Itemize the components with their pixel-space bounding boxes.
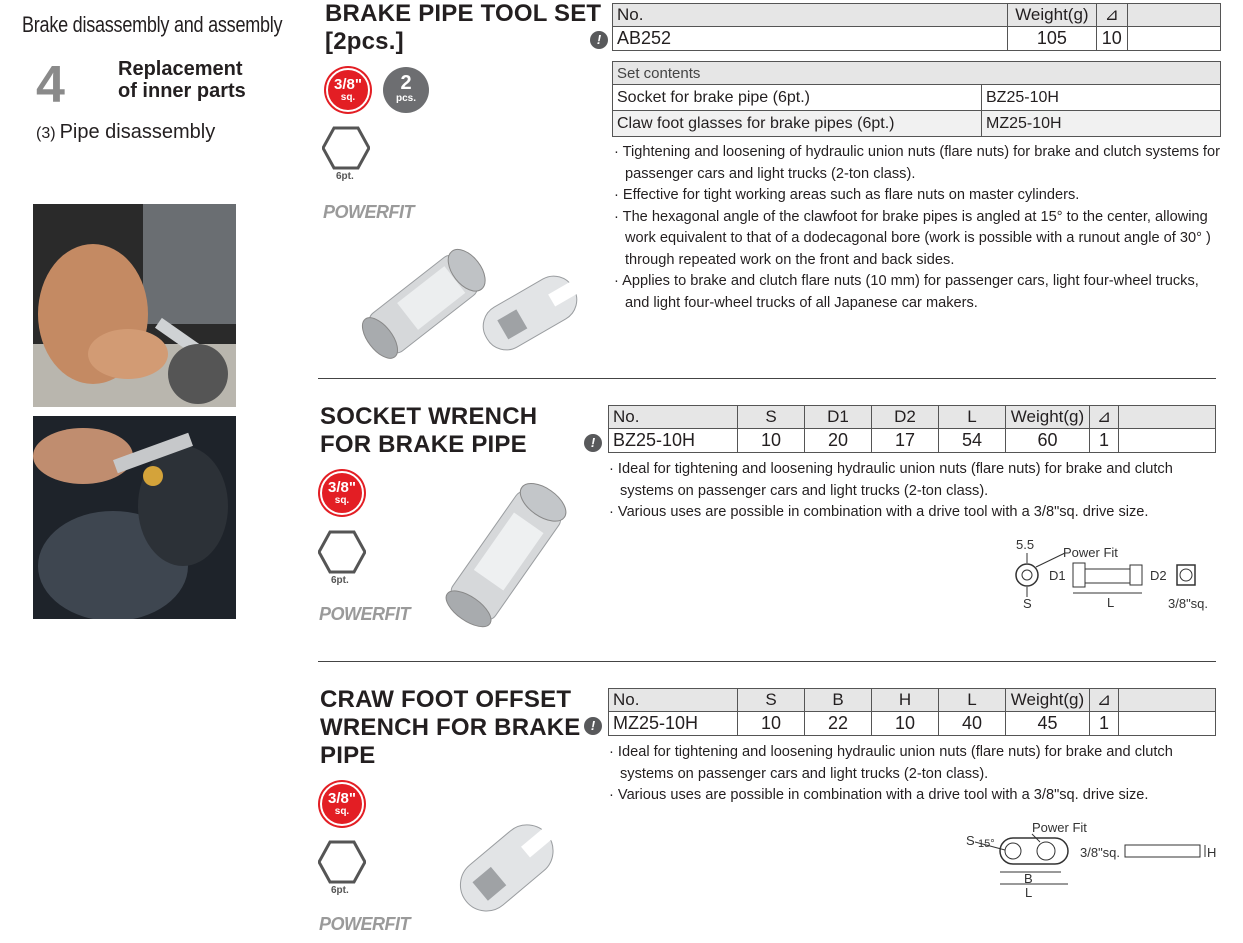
pieces-badge-top: 2 — [400, 72, 412, 94]
header-no: No. — [609, 689, 738, 712]
drive-size-badge-bottom: sq. — [334, 495, 350, 506]
dim-d1: D1 — [1049, 568, 1066, 583]
drive-size-badge — [326, 68, 370, 112]
pieces-badge — [383, 67, 429, 113]
chapter-title: Brake disassembly and assembly — [22, 12, 283, 37]
section-divider — [318, 661, 1216, 662]
table-row — [613, 111, 1221, 137]
crowfoot-product-image — [450, 812, 565, 927]
section1-title-line2: [2pcs.] — [325, 28, 404, 55]
photo-engine-bay-1-image — [33, 204, 236, 407]
bullet-item: · Tightening and loosening of hydraulic union nuts (flare nuts) for brake and clutch systems for passenger cars and light trucks (2-ton class). — [614, 144, 1220, 182]
hex-label: 6pt. — [331, 885, 349, 896]
chapter-heading — [118, 58, 246, 102]
header-l: L — [939, 689, 1006, 712]
header-qty-icon: ⊿ — [1090, 406, 1119, 429]
contents-item-name: Claw foot glasses for brake pipes (6pt.) — [613, 111, 982, 137]
dim-sq: 3/8"sq. — [1080, 845, 1121, 860]
table-row — [609, 712, 1216, 736]
section3-bullets — [609, 742, 1209, 807]
header-weight: Weight(g) — [1007, 4, 1096, 27]
section2-title — [320, 403, 537, 459]
dim-d2: D2 — [1150, 568, 1167, 583]
set-contents-label: Set contents — [613, 62, 1221, 85]
dim-sq: 3/8"sq. — [1168, 596, 1209, 611]
drive-size-badge — [320, 471, 364, 515]
contents-item-code: MZ25-10H — [982, 111, 1221, 137]
section-divider — [318, 378, 1216, 379]
bullet-item: · Various uses are possible in combination with a drive tool with a 3/8"sq. drive size. — [609, 787, 1149, 803]
dim-h: H — [1207, 845, 1217, 860]
header-weight: Weight(g) — [1006, 689, 1090, 712]
cell-l: 40 — [939, 712, 1006, 736]
table-row — [613, 85, 1221, 111]
cell-weight: 105 — [1007, 27, 1096, 51]
bullet-item: · Ideal for tightening and loosening hydraulic union nuts (flare nuts) for brake and clutch systems on passenger cars and light trucks (2-ton class). — [609, 461, 1173, 499]
bullet-item: · Various uses are possible in combination with a drive tool with a 3/8"sq. drive size. — [609, 504, 1149, 520]
cell-qty: 10 — [1096, 27, 1127, 51]
socket-product-image — [430, 480, 580, 630]
table-row — [613, 27, 1221, 51]
header-l: L — [939, 406, 1006, 429]
dim-power-fit: Power Fit — [1032, 820, 1087, 835]
cell-no: AB252 — [613, 27, 1008, 51]
header-blank — [1119, 406, 1216, 429]
section2-bullets — [609, 459, 1209, 524]
hex-6pt-icon — [318, 530, 366, 574]
dim-angle: 15° — [978, 838, 995, 850]
drive-size-badge — [320, 782, 364, 826]
header-s: S — [738, 689, 805, 712]
header-weight: Weight(g) — [1006, 406, 1090, 429]
table-row — [609, 429, 1216, 453]
pieces-badge-bottom: pcs. — [395, 93, 416, 104]
dim-5-5: 5.5 — [1016, 537, 1035, 552]
cell-s: 10 — [738, 429, 805, 453]
cell-no: BZ25-10H — [609, 429, 738, 453]
chapter-heading-line1: Replacement — [118, 58, 243, 80]
dim-s: S — [966, 833, 975, 848]
cell-weight: 60 — [1006, 429, 1090, 453]
set-contents-table — [612, 61, 1221, 137]
drive-size-badge-top: 3/8" — [334, 76, 362, 93]
cell-blank — [1127, 27, 1220, 51]
section3-title-line3: PIPE — [320, 742, 376, 769]
cell-qty: 1 — [1090, 712, 1119, 736]
dim-l: L — [1025, 885, 1033, 900]
header-no: No. — [609, 406, 738, 429]
header-d1: D1 — [805, 406, 872, 429]
product-number-marker-icon: ! — [590, 31, 608, 49]
header-b: B — [805, 689, 872, 712]
header-no: No. — [613, 4, 1008, 27]
section2-spec-table — [608, 405, 1216, 453]
section1-bullets — [614, 142, 1220, 314]
subsection-number: (3) — [36, 125, 56, 142]
dim-l: L — [1107, 595, 1115, 610]
contents-item-code: BZ25-10H — [982, 85, 1221, 111]
header-h: H — [872, 689, 939, 712]
cell-d1: 20 — [805, 429, 872, 453]
cell-weight: 45 — [1006, 712, 1090, 736]
header-blank — [1119, 689, 1216, 712]
dim-b: B — [1024, 871, 1033, 886]
powerfit-logo: POWERFIT — [319, 914, 410, 934]
dim-power-fit: Power Fit — [1063, 545, 1118, 560]
chapter-number: 4 — [36, 56, 65, 114]
section1-title — [325, 0, 601, 56]
photo-engine-bay-1 — [33, 204, 236, 407]
section1-spec-table — [612, 3, 1221, 51]
hex-6pt-icon — [322, 126, 370, 170]
section3-title — [320, 686, 581, 770]
cell-d2: 17 — [872, 429, 939, 453]
subsection-title — [36, 121, 215, 144]
header-qty-icon: ⊿ — [1096, 4, 1127, 27]
photo-engine-bay-2-image — [33, 416, 236, 619]
product-number-marker-icon: ! — [584, 434, 602, 452]
photo-engine-bay-2 — [33, 416, 236, 619]
table-header-row — [609, 406, 1216, 429]
chapter-heading-line2: of inner parts — [118, 80, 246, 102]
bullet-item: · Applies to brake and clutch flare nuts (10 mm) for passenger cars, light four-wheel trucks, and light four-wheel trucks of all Japanese car makers. — [614, 273, 1199, 311]
table-header-row — [613, 4, 1221, 27]
crowfoot-dimension-diagram — [965, 820, 1220, 900]
cell-blank — [1119, 429, 1216, 453]
cell-l: 54 — [939, 429, 1006, 453]
drive-size-badge-top: 3/8" — [328, 479, 356, 496]
section2-title-line2: FOR BRAKE PIPE — [320, 431, 527, 458]
header-qty-icon: ⊿ — [1090, 689, 1119, 712]
drive-size-badge-bottom: sq. — [334, 806, 350, 817]
section2-title-line1: SOCKET WRENCH — [320, 403, 538, 430]
cell-h: 10 — [872, 712, 939, 736]
header-d2: D2 — [872, 406, 939, 429]
cell-blank — [1119, 712, 1216, 736]
cell-no: MZ25-10H — [609, 712, 738, 736]
bullet-item: · The hexagonal angle of the clawfoot for brake pipes is angled at 15° to the center, allowing work equivalent to that of a dodecagonal bore (work is possible with a runout angle of 30° ) through repeated work on the front and back sides. — [614, 208, 1211, 268]
cell-s: 10 — [738, 712, 805, 736]
subsection-label: Pipe disassembly — [59, 121, 216, 143]
hex-6pt-icon — [318, 840, 366, 884]
header-blank — [1127, 4, 1220, 27]
hex-label: 6pt. — [336, 171, 354, 182]
section3-title-line1: CRAW FOOT OFFSET — [320, 686, 572, 713]
bullet-item: · Ideal for tightening and loosening hydraulic union nuts (flare nuts) for brake and clutch systems on passenger cars and light trucks (2-ton class). — [609, 744, 1173, 782]
drive-size-badge-top: 3/8" — [328, 790, 356, 807]
bullet-item: · Effective for tight working areas such as flare nuts on master cylinders. — [614, 187, 1080, 203]
section3-title-line2: WRENCH FOR BRAKE — [320, 714, 581, 741]
contents-item-name: Socket for brake pipe (6pt.) — [613, 85, 982, 111]
header-s: S — [738, 406, 805, 429]
section3-spec-table — [608, 688, 1216, 736]
drive-size-badge-bottom: sq. — [340, 92, 356, 103]
dim-s: S — [1023, 596, 1032, 611]
table-header-row — [609, 689, 1216, 712]
cell-b: 22 — [805, 712, 872, 736]
subsection-number-value: 3 — [41, 125, 51, 142]
tool-set-product-image — [350, 218, 585, 373]
powerfit-logo: POWERFIT — [319, 604, 410, 624]
product-number-marker-icon: ! — [584, 717, 602, 735]
section1-title-line1: BRAKE PIPE TOOL SET — [325, 0, 602, 27]
hex-label: 6pt. — [331, 575, 349, 586]
cell-qty: 1 — [1090, 429, 1119, 453]
powerfit-logo: POWERFIT — [323, 202, 414, 222]
set-contents-header-row — [613, 62, 1221, 85]
